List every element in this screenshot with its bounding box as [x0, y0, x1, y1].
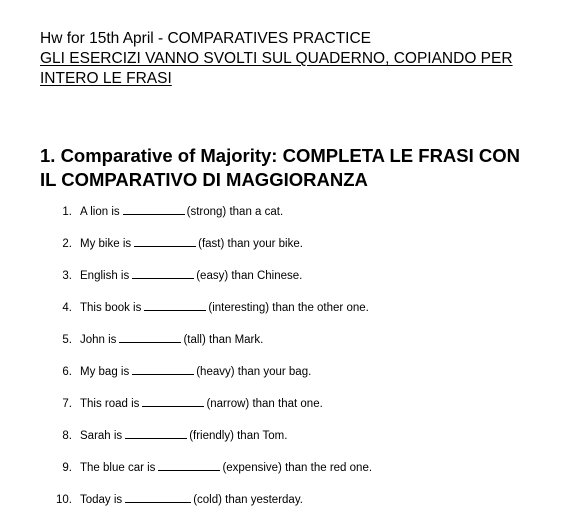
exercise-sentence	[80, 427, 287, 445]
exercise-number: 7.	[62, 398, 72, 410]
answer-blank	[119, 331, 181, 343]
sentence-end: (expensive) than the red one.	[222, 462, 373, 474]
sentence-start: English is	[80, 270, 130, 282]
sentence-start: My bike is	[80, 238, 132, 250]
instructions-line-1: GLI ESERCIZI VANNO SVOLTI SUL QUADERNO, COPIANDO PER	[40, 50, 513, 67]
exercise-number: 6.	[62, 366, 72, 378]
sentence-end: (cold) than yesterday.	[193, 494, 303, 506]
answer-blank	[142, 395, 204, 407]
exercise-number: 1.	[62, 206, 72, 218]
sentence-start: This book is	[80, 302, 142, 314]
answer-blank	[134, 235, 196, 247]
answer-blank	[132, 267, 194, 279]
homework-title: Hw for 15th April - COMPARATIVES PRACTICE	[40, 30, 372, 47]
exercise-number: 5.	[62, 334, 72, 346]
sentence-start: This road is	[80, 398, 140, 410]
exercise-sentence	[80, 267, 302, 285]
exercise-sentence	[80, 491, 303, 509]
answer-blank	[132, 363, 194, 375]
instructions-line-2: INTERO LE FRASI	[40, 70, 172, 87]
exercise-sentence	[80, 203, 283, 221]
exercise-sentence	[80, 363, 311, 381]
sentence-start: John is	[80, 334, 117, 346]
exercise-sentence	[80, 235, 303, 253]
exercise-number: 10.	[56, 494, 72, 506]
sentence-end: (heavy) than your bag.	[196, 366, 312, 378]
sentence-end: (fast) than your bike.	[198, 238, 303, 250]
sentence-start: A lion is	[80, 206, 120, 218]
exercise-sentence	[80, 299, 369, 317]
sentence-end: (narrow) than that one.	[206, 398, 323, 410]
section-title-line-2: IL COMPARATIVO DI MAGGIORANZA	[40, 169, 368, 190]
sentence-start: Today is	[80, 494, 123, 506]
exercise-number: 4.	[62, 302, 72, 314]
answer-blank	[125, 427, 187, 439]
exercise-sentence	[80, 395, 323, 413]
sentence-end: (tall) than Mark.	[183, 334, 264, 346]
answer-blank	[144, 299, 206, 311]
sentence-start: Sarah is	[80, 430, 123, 442]
sentence-end: (interesting) than the other one.	[208, 302, 369, 314]
answer-blank	[125, 491, 191, 503]
sentence-end: (friendly) than Tom.	[189, 430, 288, 442]
exercise-number: 3.	[62, 270, 72, 282]
exercise-number: 2.	[62, 238, 72, 250]
sentence-end: (easy) than Chinese.	[196, 270, 303, 282]
sentence-start: The blue car is	[80, 462, 156, 474]
exercise-sentence	[80, 459, 372, 477]
exercise-number: 8.	[62, 430, 72, 442]
sentence-end: (strong) than a cat.	[186, 206, 284, 218]
answer-blank	[123, 203, 185, 215]
exercise-sentence	[80, 331, 263, 349]
sentence-start: My bag is	[80, 366, 130, 378]
section-title-line-1: 1. Comparative of Majority: COMPLETA LE FRASI CON	[40, 145, 521, 166]
answer-blank	[158, 459, 220, 471]
exercise-number: 9.	[62, 462, 72, 474]
